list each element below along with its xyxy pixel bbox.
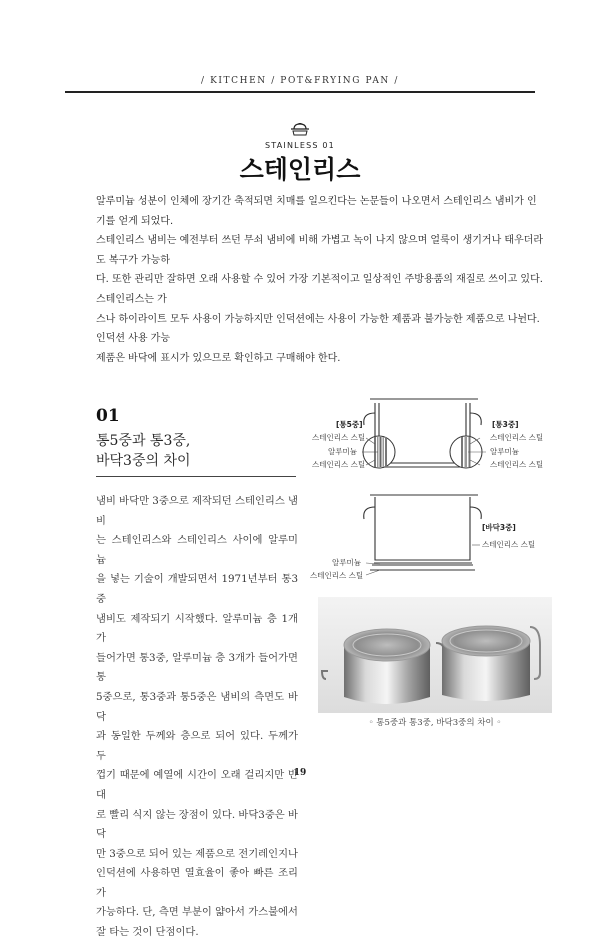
page-title: 스테인리스: [239, 155, 361, 184]
body-line: 로 빨리 식지 않는 장점이 있다. 바닥3중은 바닥: [96, 808, 298, 841]
breadcrumb: / KITCHEN / POT&FRYING PAN /: [200, 76, 400, 86]
body-line: 가능하다. 단, 측면 부분이 얇아서 가스불에서: [96, 906, 298, 919]
article-rule: [96, 476, 296, 477]
body-line: 냄비도 제작되기 시작했다. 알루미늄 층 1개가: [96, 612, 298, 645]
three-ply-title: [통3중]: [492, 420, 519, 429]
body-line: 냄비 바닥만 3중으로 제작되던 스테인리스 냄비: [96, 495, 298, 527]
intro-line: 제품은 바닥에 표시가 있으므로 확인하고 구매해야 한다.: [96, 352, 341, 364]
three-ply-label: 알루미늄: [490, 447, 519, 456]
header-rule: [65, 91, 535, 93]
photo-caption: ◦ 통5중과 통3중, 바닥3중의 차이 ◦: [368, 718, 502, 728]
aluminum-base-layer: [374, 562, 472, 565]
intro-line: 스나 하이라이트 모두 사용이 가능하지만 인덕션에는 사용이 가능한 제품과 불가능한 제품으로 나뉜다. 인덕션 사용 가능: [96, 313, 540, 345]
article-body: [96, 492, 298, 943]
body-line: 는 스테인리스와 스테인리스 사이에 알루미늄: [96, 534, 298, 566]
body-line: 만 3중으로 되어 있는 제품으로 전기레인지나: [96, 847, 298, 860]
tri-ply-base-pot-illustration: [364, 495, 482, 570]
body-line: 들어가면 통3중, 알루미늄 층 3개가 들어가면 통: [96, 651, 298, 684]
body-line: 5중으로, 통3중과 통5중은 냄비의 측면도 바닥: [96, 690, 298, 723]
article-title-line: 바닥3중의 차이: [96, 453, 191, 469]
pot-icon: [289, 123, 311, 137]
intro-paragraph: [96, 192, 546, 368]
body-line: 과 동일한 두께와 층으로 되어 있다. 두께가 두: [96, 730, 298, 762]
three-ply-label: 스테인리스 스틸: [490, 460, 544, 469]
article-title: [96, 431, 286, 471]
article-number: 01: [96, 406, 120, 426]
tri-ply-base-label: 스테인리스 스틸: [482, 540, 536, 549]
intro-line: 다. 또한 관리만 잘하면 오래 사용할 수 있어 가장 기본적이고 일상적인 주방용품의 재질로 쓰이고 있다. 스테인리스는 가: [96, 274, 543, 305]
five-ply-label: 알루미늄: [328, 447, 357, 456]
tri-ply-base-label: 스테인리스 스틸: [310, 571, 364, 580]
five-ply-label: 스테인리스 스틸: [312, 433, 366, 442]
article-title-line: 통5중과 통3중,: [96, 433, 191, 449]
section-label: STAINLESS 01: [265, 141, 335, 150]
tri-ply-base-title: [바닥3중]: [482, 523, 516, 532]
stainless-pots-photo: [318, 597, 552, 713]
body-line: 을 넣는 기술이 개발되면서 1971년부터 통3중: [96, 573, 298, 605]
five-ply-label: 스테인리스 스틸: [312, 460, 366, 469]
intro-line: 스테인리스 냄비는 예전부터 쓰던 무쇠 냄비에 비해 가볍고 녹이 나지 않으며 얼룩이 생기거나 태우더라도 복구가 가능하: [96, 235, 544, 266]
page-number: 19: [293, 768, 307, 778]
intro-line: 알루미늄 성분이 인체에 장기간 축적되면 치매를 일으킨다는 논문들이 나오면서 스테인리스 냄비가 인기를 얻게 되었다.: [96, 196, 537, 227]
body-line: 인덕션에 사용하면 열효율이 좋아 빠른 조리가: [96, 867, 298, 899]
body-line: 잘 타는 것이 단점이다.: [96, 926, 199, 939]
three-ply-label: 스테인리스 스틸: [490, 433, 544, 442]
layer-diagram: [300, 395, 550, 595]
body-line: 껍기 때문에 예열에 시간이 오래 걸리지만 반대: [96, 769, 298, 801]
five-ply-title: [통5중]: [336, 420, 363, 429]
tri-ply-base-label: 알루미늄: [332, 558, 361, 567]
